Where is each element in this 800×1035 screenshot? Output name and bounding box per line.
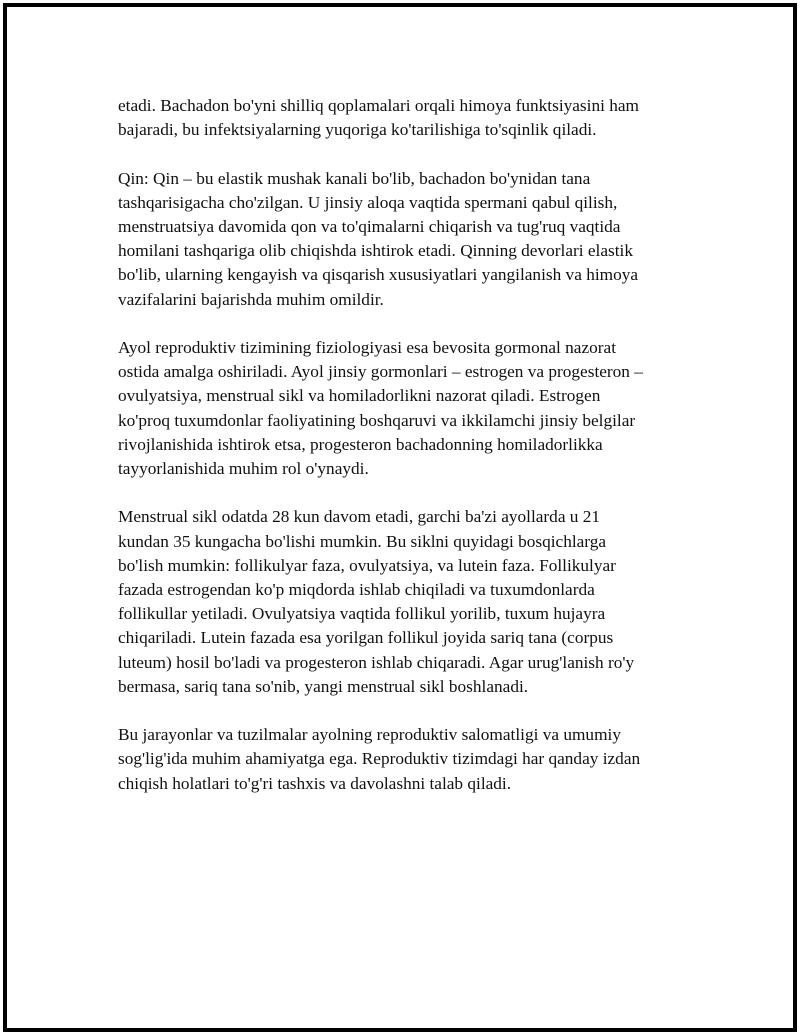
document-body	[118, 94, 690, 820]
paragraph-cervix-continuation: etadi. Bachadon bo'yni shilliq qoplamalari orqali himoya funktsiyasini ham bajaradi, bu infektsiyalarning yuqoriga ko'tarilishiga to'sqinlik qiladi.	[118, 96, 639, 140]
paragraph-vagina: Qin: Qin – bu elastik mushak kanali bo'lib, bachadon bo'ynidan tana tashqarisigacha cho'zilgan. U jinsiy aloqa vaqtida spermani qabul qilish, menstruatsiya davomida qon va to'qimalarni chiqarish va tug'ruq vaqtida homilani tashqariga olib chiqishda ishtirok etadi. Qinning devorlari elastik bo'lib, ularning kengayish va qisqarish xususiyatlari yangilanish va himoya vazifalarini bajarishda muhim omildir.	[118, 168, 639, 309]
paragraph-conclusion: Bu jarayonlar va tuzilmalar ayolning reproduktiv salomatligi va umumiy sog'lig'ida muhim ahamiyatga ega. Reproduktiv tizimdagi har qanday izdan chiqish holatlari to'g'ri tashxis va davolashni talab qiladi.	[118, 725, 641, 793]
paragraph-physiology-hormones: Ayol reproduktiv tizimining fiziologiyasi esa bevosita gormonal nazorat ostida amalga oshiriladi. Ayol jinsiy gormonlari – estrogen va progesteron – ovulyatsiya, menstrual sikl va homiladorlikni nazorat qiladi. Estrogen ko'proq tuxumdonlar faoliyatining boshqaruvi va ikkilamchi jinsiy belgilar rivojlanishida ishtirok etsa, progesteron bachadonning homiladorlikka tayyorlanishida muhim rol o'ynaydi.	[118, 338, 643, 479]
paragraph-menstrual-cycle: Menstrual sikl odatda 28 kun davom etadi, garchi ba'zi ayollarda u 21 kundan 35 kungacha bo'lishi mumkin. Bu siklni quyidagi bosqichlarga bo'lish mumkin: follikulyar faza, ovulyatsiya, va lutein faza. Follikulyar fazada estrogendan ko'p miqdorda ishlab chiqiladi va tuxumdonlarda follikullar yetiladi. Ovulyatsiya vaqtida follikul yorilib, tuxum hujayra chiqariladi. Lutein fazada esa yorilgan follikul joyida sariq tana (corpus luteum) hosil bo'ladi va progesteron ishlab chiqaradi. Agar urug'lanish ro'y bermasa, sariq tana so'nib, yangi menstrual sikl boshlanadi.	[118, 507, 635, 696]
